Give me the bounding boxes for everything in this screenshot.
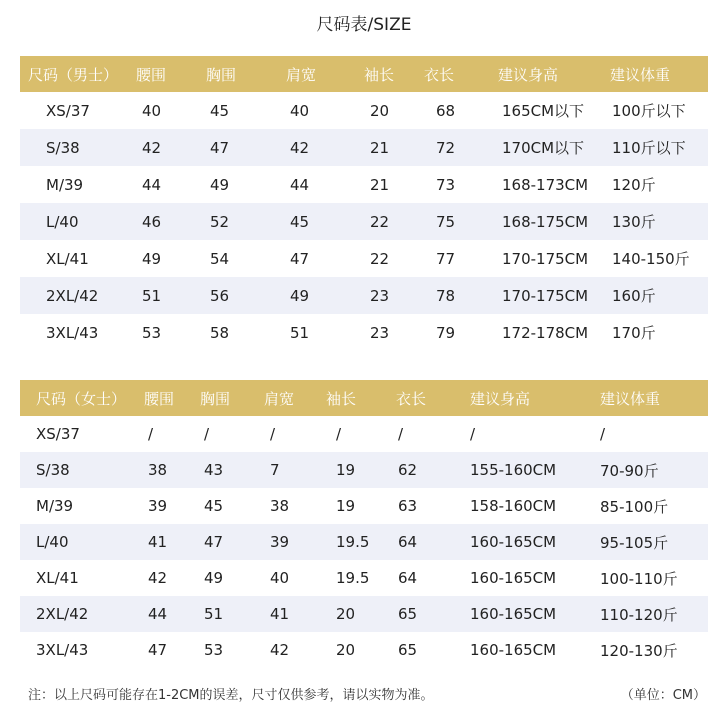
men-cell: 42 [116,129,190,166]
women-cell: 2XL/42 [20,596,130,632]
unit-label: （单位：CM） [620,688,706,703]
men-cell: 54 [210,249,230,268]
women-cell: 158-160CM [470,497,557,515]
men-cell: 78 [416,277,482,314]
men-cell: 120斤 [612,176,656,194]
women-cell: 39 [260,524,322,560]
women-cell: 7 [260,452,322,488]
men-cell: 130斤 [598,203,708,240]
men-cell: 22 [352,203,416,240]
men-cell: 58 [210,323,230,342]
men-cell: 44 [142,175,162,194]
women-cell: 41 [130,524,194,560]
men-cell: 3XL/43 [46,323,99,342]
women-table-row [20,596,708,632]
women-header-row [20,380,708,416]
men-cell: 51 [116,277,190,314]
women-cell: 65 [398,641,418,659]
women-cell: / [336,425,342,443]
men-cell: 44 [290,175,310,194]
men-cell: 49 [268,277,352,314]
men-cell: 77 [436,249,456,268]
women-cell: 3XL/43 [36,641,89,659]
men-table-row [20,277,708,314]
women-cell: L/40 [20,524,130,560]
men-cell: 56 [190,277,268,314]
women-cell: XL/41 [36,569,79,587]
men-cell: S/38 [20,129,116,166]
women-header-size: 尺码（女士） [20,380,130,416]
women-cell: 51 [194,596,260,632]
women-cell: 70-90斤 [592,452,708,488]
women-header-height: 建议身高 [462,380,592,416]
women-cell: 64 [398,569,418,587]
men-cell: 23 [352,277,416,314]
page-title: 尺码表/SIZE [316,15,412,35]
men-cell: 160斤 [598,277,708,314]
women-size-table [20,380,708,668]
men-cell: XL/41 [46,249,89,268]
men-cell: 47 [290,249,310,268]
women-cell: 100-110斤 [600,569,678,588]
men-cell: 79 [436,323,456,342]
men-cell: 172-178CM [502,323,589,342]
women-cell: 43 [194,452,260,488]
women-cell: 65 [388,596,462,632]
women-cell: 44 [130,596,194,632]
men-cell: XS/37 [46,101,90,120]
women-cell: 19.5 [336,569,370,587]
women-cell: 19.5 [322,524,388,560]
men-cell: 23 [370,323,390,342]
men-cell: 47 [190,129,268,166]
men-cell: 46 [116,203,190,240]
footnote: 注：以上尺码可能存在1-2CM的误差，尺寸仅供参考，请以实物为准。 [28,688,434,703]
women-cell: 110-120斤 [592,596,708,632]
women-cell: 160-165CM [470,641,557,659]
women-cell: 19 [336,497,356,515]
men-cell: 53 [142,323,162,342]
women-cell: 41 [260,596,322,632]
women-cell: XS/37 [36,425,80,443]
women-header-chest: 胸围 [194,380,260,416]
men-header-chest: 胸围 [190,56,268,92]
men-cell: 2XL/42 [20,277,116,314]
women-table-row [20,416,708,452]
men-cell: 170斤 [612,324,656,342]
women-cell: 20 [336,641,356,659]
women-table-row [20,488,708,524]
men-cell: 49 [210,175,230,194]
men-cell: 75 [416,203,482,240]
men-cell: 140-150斤 [612,250,690,268]
men-table-row [20,314,708,351]
women-cell: / [470,425,476,443]
women-cell: 85-100斤 [600,497,669,516]
men-cell: 170CM以下 [482,129,598,166]
men-cell: 21 [352,129,416,166]
women-cell: 39 [148,497,168,515]
men-cell: 100斤以下 [612,102,686,120]
women-cell: 40 [270,569,290,587]
men-table-row [20,92,708,129]
men-cell: 73 [436,175,456,194]
men-cell: 72 [416,129,482,166]
men-cell: 165CM以下 [502,102,585,120]
men-cell: 40 [142,101,162,120]
women-cell: 42 [270,641,290,659]
women-cell: 49 [204,569,224,587]
men-cell: 49 [142,249,162,268]
women-header-length: 衣长 [388,380,462,416]
women-header-weight: 建议体重 [592,380,708,416]
women-cell: 42 [148,569,168,587]
men-cell: 20 [370,101,390,120]
women-cell: 120-130斤 [600,641,678,660]
women-cell: M/39 [36,497,74,515]
women-cell: 155-160CM [462,452,592,488]
women-cell: 19 [322,452,388,488]
men-cell: 45 [210,101,230,120]
women-cell: 95-105斤 [592,524,708,560]
women-cell: S/38 [20,452,130,488]
women-cell: 47 [194,524,260,560]
women-cell: 38 [270,497,290,515]
men-cell: 170-175CM [482,277,598,314]
men-table-row [20,129,708,166]
men-table-row [20,240,708,277]
men-cell: L/40 [20,203,116,240]
men-cell: 21 [370,175,390,194]
men-cell: 52 [190,203,268,240]
women-cell: 160-165CM [470,569,557,587]
men-header-waist: 腰围 [116,56,190,92]
men-cell: 42 [268,129,352,166]
women-cell: / [600,425,606,443]
men-cell: 45 [268,203,352,240]
men-cell: 68 [436,101,456,120]
women-header-shoulder: 肩宽 [260,380,322,416]
men-header-size: 尺码（男士） [20,56,116,92]
men-cell: 40 [290,101,310,120]
men-table-row [20,166,708,203]
men-cell: 168-173CM [502,175,589,194]
women-cell: 53 [204,641,224,659]
women-cell: 64 [388,524,462,560]
women-header-waist: 腰围 [130,380,194,416]
women-cell: 47 [148,641,168,659]
women-cell: / [204,425,210,443]
men-cell: 110斤以下 [598,129,708,166]
men-table-row [20,203,708,240]
women-table-row [20,632,708,668]
men-size-table [20,56,708,351]
women-cell: 160-165CM [462,596,592,632]
men-cell: 51 [290,323,310,342]
women-cell: 63 [398,497,418,515]
women-cell: / [148,425,154,443]
women-cell: 38 [130,452,194,488]
men-cell: 22 [370,249,390,268]
men-header-height: 建议身高 [482,56,598,92]
women-table-row [20,524,708,560]
men-cell: 170-175CM [502,249,589,268]
men-header-sleeve: 袖长 [352,56,416,92]
men-cell: M/39 [46,175,84,194]
women-cell: 160-165CM [462,524,592,560]
women-cell: / [398,425,404,443]
women-cell: 20 [322,596,388,632]
women-table-row [20,560,708,596]
men-header-row [20,56,708,92]
men-header-weight: 建议体重 [598,56,708,92]
women-cell: / [270,425,276,443]
men-cell: 168-175CM [482,203,598,240]
women-table-row [20,452,708,488]
men-header-shoulder: 肩宽 [268,56,352,92]
women-header-sleeve: 袖长 [322,380,388,416]
men-header-length: 衣长 [416,56,482,92]
women-cell: 62 [388,452,462,488]
women-cell: 45 [204,497,224,515]
